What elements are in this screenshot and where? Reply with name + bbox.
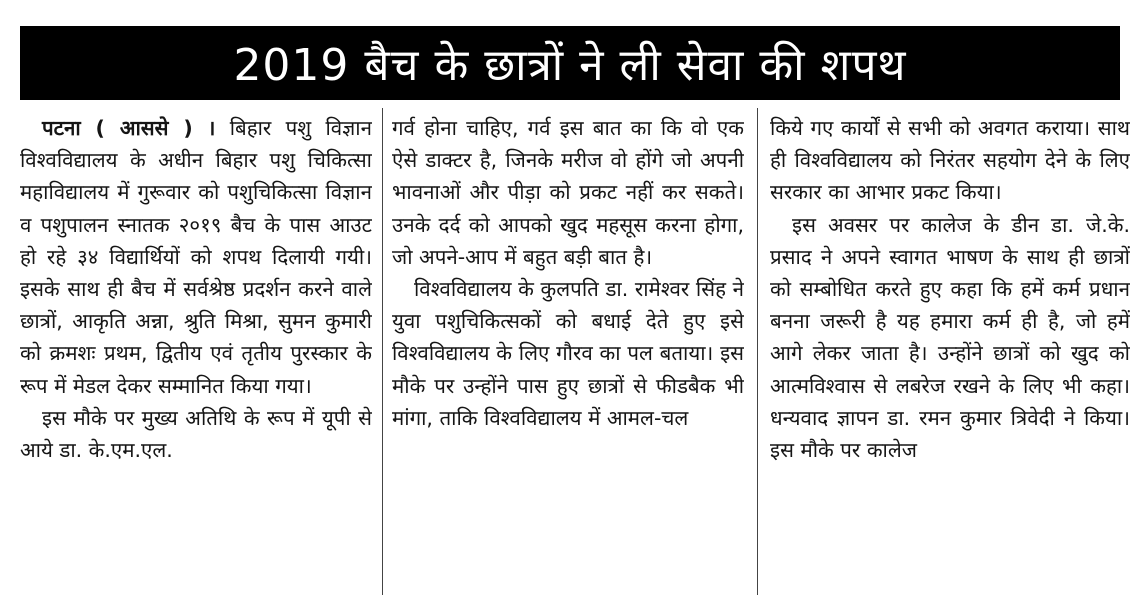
paragraph: गर्व होना चाहिए, गर्व इस बात का कि वो एक ऐसे डाक्टर है, जिनके मरीज वो होंगे जो अपनी भावनाओं और पीड़ा को प्रकट नहीं कर सकते। उनके दर्द को आपको खुद महसूस करना होगा, जो अपने-आप में बहुत बड़ी बात है। xyxy=(392,116,744,269)
headline: 2019 बैच के छात्रों ने ली सेवा की शपथ xyxy=(233,40,907,91)
paragraph xyxy=(20,112,372,402)
paragraph-text: बिहार पशु विज्ञान विश्वविद्यालय के अधीन बिहार पशु चिकित्सा महाविद्यालय में गुरूवार को पशुचिकित्सा विज्ञान व पशुपालन स्नातक २०१९ बैच के पास आउट हो रहे ३४ विद्यार्थियों को शपथ दिलायी गयी। इसके साथ ही बैच में सर्वश्रेष्ठ प्रदर्शन करने वाले छात्रों, आकृति अन्ना, श्रुति मिश्रा, सुमन कुमारी को क्रमशः प्रथम, द्वितीय एवं तृतीय पुरस्कार के रूप में मेडल देकर सम्मानित किया गया। xyxy=(20,116,372,398)
article-column-3 xyxy=(770,112,1130,595)
paragraph: किये गए कार्यों से सभी को अवगत कराया। साथ ही विश्वविद्यालय को निरंतर सहयोग देने के लिए सरकार का आभार प्रकट किया। xyxy=(770,116,1130,205)
dateline: पटना ( आससे ) । xyxy=(42,116,216,140)
headline-banner xyxy=(20,26,1120,100)
paragraph: इस अवसर पर कालेज के डीन डा. जे.के. प्रसाद ने अपने स्वागत भाषण के साथ ही छात्रों को सम्बोधित करते हुए कहा कि हमें कर्म प्रधान बनना जरूरी है यह हमारा कर्म ही है, जो हमें आगे लेकर जाता है। उन्होंने छात्रों को खुद को आत्मविश्वास से लबरेज रखने के लिए भी कहा। धन्यवाद ज्ञापन डा. रमन कुमार त्रिवेदी ने किया। इस मौके पर कालेज xyxy=(770,212,1130,463)
article-column-1 xyxy=(20,112,372,595)
paragraph: विश्वविद्यालय के कुलपति डा. रामेश्वर सिंह ने युवा पशुचिकित्सकों को बधाई देते हुए इसे विश्वविद्यालय के लिए गौरव का पल बताया। इस मौके पर उन्होंने पास हुए छात्रों से फीडबैक भी मांगा, ताकि विश्वविद्यालय में आमल-चल xyxy=(392,277,744,430)
column-divider xyxy=(382,108,383,595)
cropped-previous-headline xyxy=(0,0,1140,22)
article-column-2 xyxy=(392,112,744,595)
column-divider xyxy=(757,108,758,595)
paragraph: इस मौके पर मुख्य अतिथि के रूप में यूपी से आये डा. के.एम.एल. xyxy=(20,405,372,463)
